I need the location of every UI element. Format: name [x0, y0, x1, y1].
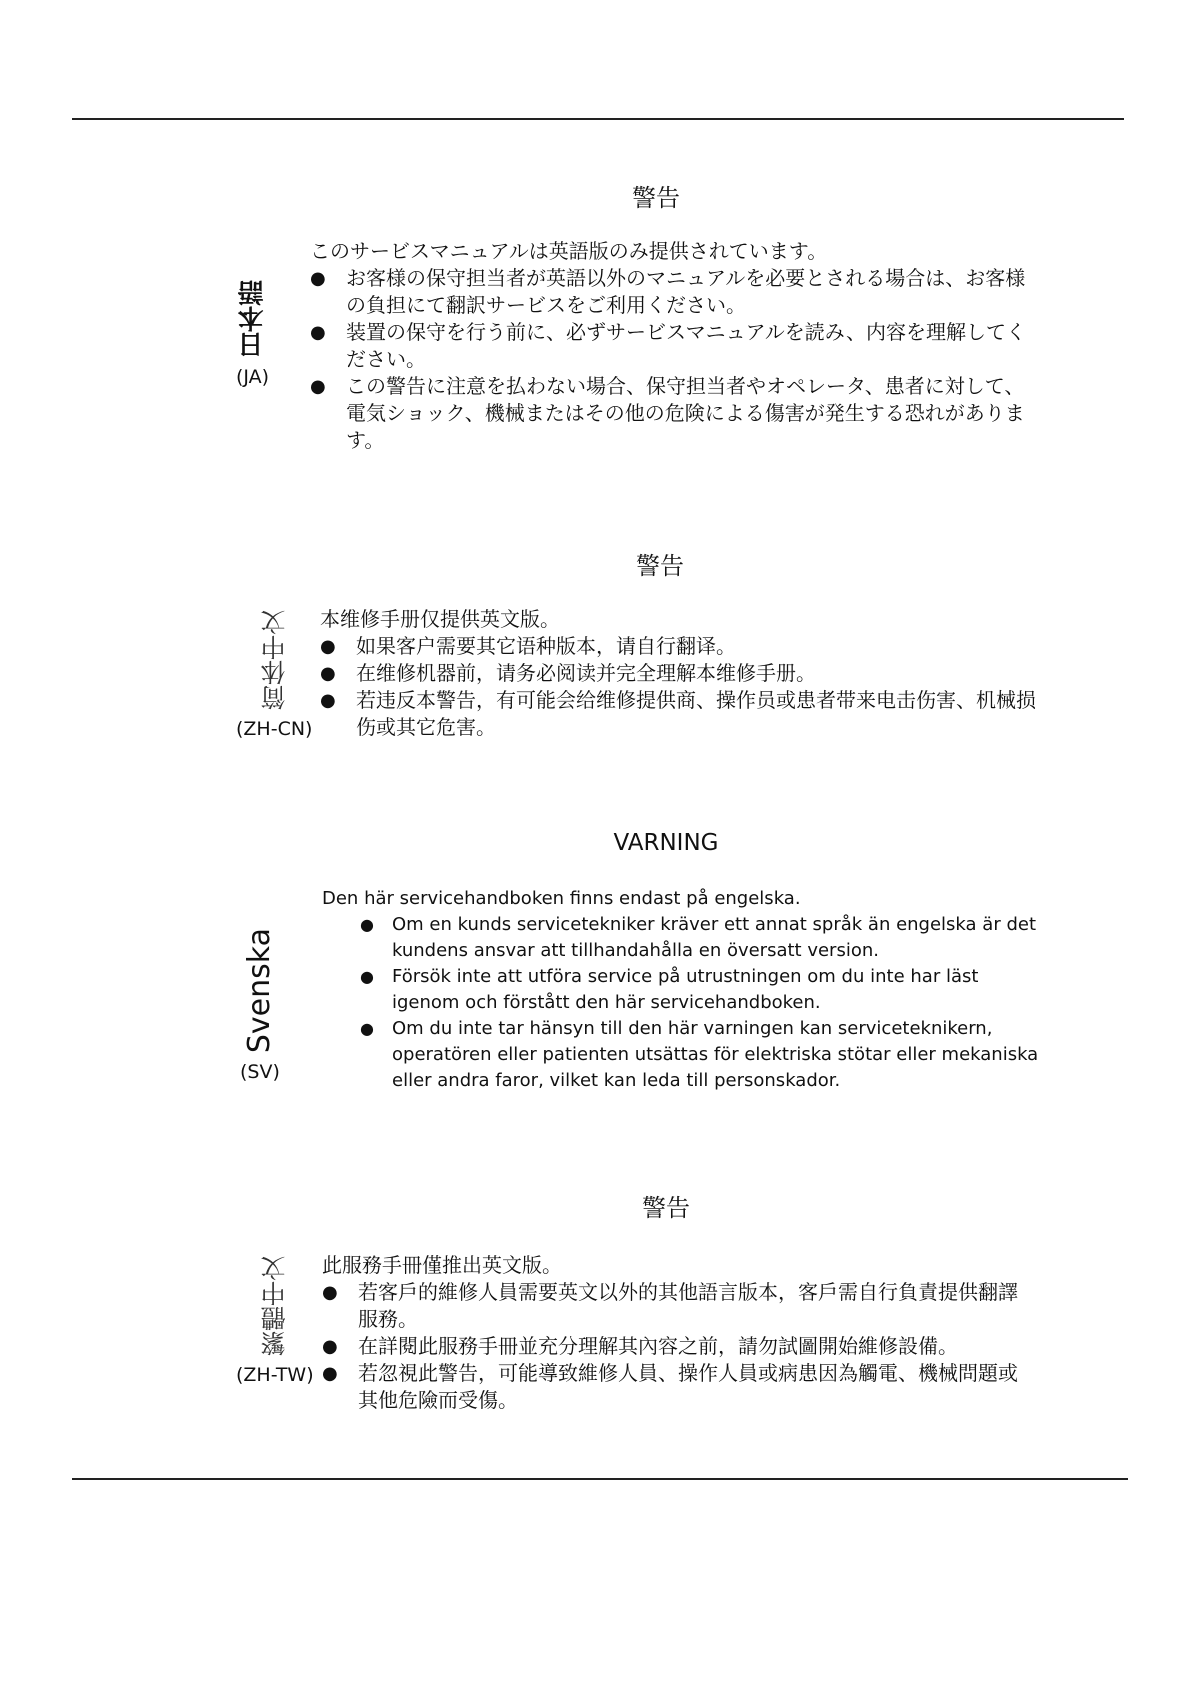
list-item: ● 在维修机器前，请务必阅读并完全理解本维修手册。: [320, 661, 816, 685]
bullet-icon: ●: [360, 1019, 374, 1038]
warning-heading: 警告: [642, 1194, 690, 1222]
bullet-list: [310, 265, 1030, 454]
list-item: ● 如果客户需要其它语种版本，请自行翻译。: [320, 634, 736, 658]
intro-text: このサービスマニュアルは英語版のみ提供されています。: [310, 239, 828, 263]
bullet-icon: ●: [320, 636, 336, 657]
warning-heading: 警告: [632, 184, 680, 212]
warning-body: [322, 886, 1042, 1094]
language-code: (ZH-CN): [236, 718, 313, 740]
language-name: Svenska: [241, 928, 277, 1054]
bullet-list: [322, 1279, 1032, 1414]
warning-heading: 警告: [636, 552, 684, 580]
bullet-list: [360, 912, 1042, 1094]
top-rule: [72, 118, 1124, 120]
language-label: [236, 280, 269, 388]
language-name: 简体中文: [259, 610, 289, 710]
language-code: (JA): [236, 366, 270, 388]
list-item: ● 若违反本警告，有可能会给维修提供商、操作员或患者带来电击伤害、机械损伤或其它危害。: [320, 688, 1036, 739]
bullet-icon: ●: [322, 1363, 338, 1384]
bullet-icon: ●: [322, 1336, 338, 1357]
bullet-icon: ●: [360, 967, 374, 986]
bullet-icon: ●: [320, 663, 336, 684]
list-item: ● 若客戶的維修人員需要英文以外的其他語言版本，客戶需自行負責提供翻譯服務。: [322, 1280, 1018, 1331]
language-label: [236, 610, 312, 740]
bullet-icon: ●: [310, 376, 326, 397]
bullet-icon: ●: [310, 268, 326, 289]
language-name: 日本語: [237, 280, 268, 358]
list-item: ● 装置の保守を行う前に、必ずサービスマニュアルを読み、内容を理解してください。: [310, 320, 1026, 371]
list-item: ● 在詳閱此服務手冊並充分理解其內容之前，請勿試圖開始維修設備。: [322, 1334, 958, 1358]
warning-heading: VARNING: [613, 830, 719, 856]
bullet-icon: ●: [320, 690, 336, 711]
bullet-icon: ●: [360, 915, 374, 934]
warning-body: [322, 1252, 1032, 1414]
bullet-list: [320, 633, 1040, 741]
language-label: [240, 928, 280, 1083]
intro-text: Den här servicehandboken finns endast på engelska.: [322, 888, 801, 909]
warning-body: [310, 238, 1030, 454]
warning-body: [320, 606, 1040, 741]
intro-text: 本维修手册仅提供英文版。: [320, 607, 560, 631]
list-item: ● 若忽視此警告，可能導致維修人員、操作人員或病患因為觸電、機械問題或其他危險而受傷。: [322, 1361, 1018, 1412]
list-item: ● お客様の保守担当者が英語以外のマニュアルを必要とされる場合は、お客様の負担にて翻訳サービスをご利用ください。: [310, 266, 1026, 317]
language-code: (SV): [240, 1061, 280, 1084]
language-label: [236, 1256, 314, 1386]
list-item: ● Om du inte tar hänsyn till den här varningen kan serviceteknikern, operatören eller patienten utsättas för elektriska stötar eller mekaniska eller andra faror, vilket kan leda till personskador.: [360, 1018, 1039, 1091]
bullet-icon: ●: [310, 322, 326, 343]
language-code: (ZH-TW): [236, 1364, 314, 1386]
intro-text: 此服務手冊僅推出英文版。: [322, 1253, 562, 1277]
language-name: 繁體中文: [260, 1256, 290, 1356]
list-item: ● この警告に注意を払わない場合、保守担当者やオペレータ、患者に対して、電気ショック、機械またはその他の危険による傷害が発生する恐れがあります。: [310, 374, 1025, 452]
list-item: ● Om en kunds servicetekniker kräver ett annat språk än engelska är det kundens ansvar att tillhandahålla en översatt version.: [360, 914, 1037, 961]
bottom-rule: [72, 1478, 1128, 1480]
bullet-icon: ●: [322, 1282, 338, 1303]
list-item: ● Försök inte att utföra service på utrustningen om du inte har läst igenom och förstått den här servicehandboken.: [360, 966, 979, 1013]
